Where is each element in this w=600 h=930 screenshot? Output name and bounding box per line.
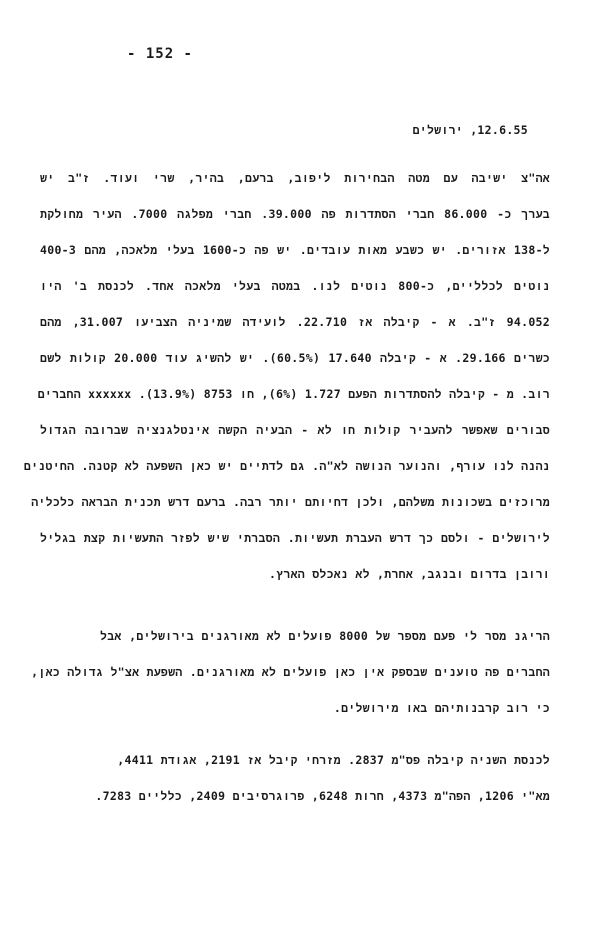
paragraph-1-line-1: אה"צ ישיבה עם מטה הבחירות ליפוב, ברעם, בהיר, שרי ועוד. ז"ב יש (40, 171, 550, 185)
paragraph-1-line-3: ל-138 אזורים. יש כשבע מאות עובדים. יש פה כ-1600 בעלי מלאכה, מהם 400-3 (40, 243, 551, 257)
paragraph-3-line-2: מא"י 1206, הפה"מ 4373, חרות 6248, פרוגרסיבים 2409, כלליים 7283. (95, 789, 550, 803)
paragraph-1-line-10: מרוכזים בשכונות משלהם, ולכן דחיותם יותר רבה. ברעם דרש תכנית הבראה כלכליה (31, 495, 550, 509)
paragraph-1-line-4: נוטים לכלליים, כ-800 נוטים לנו. במטה בעלי מלאכה אחד. לכנסת ב' היו (40, 279, 550, 293)
paragraph-1-line-8: סבורים שאפשר להעביר קולות חו לא - הבעיה הקשה אינטלגנציה שברובה הגדול (40, 423, 550, 437)
paragraph-1-line-9: נהנה לנו עורף, והנוער הנושה לא"ה. גם לדתיים יש כאן השפעה לא קטנה. החיטנים (23, 459, 550, 473)
paragraph-2-line-1: הריגנ מסר לי פעם מספר של 8000 פועלים לא מאורגנים בירושלים, אבל (100, 629, 550, 643)
paragraph-1-line-6: כשרים 29.166. א - קיבלה 17.640 (60.5%). יש להשיג עוד 20.000 קולות לשם (40, 351, 550, 365)
paragraph-1-line-12: ורובן בדרום ובנגב, אחרת, לא נאכלס הארץ. (268, 567, 550, 581)
page-number: - 152 - (126, 46, 193, 62)
paragraph-1-line-5: 94.052 ז"ב. א - קיבלה אז 22.710. לועידה שמיניה הצביעו 31.007, מהם (40, 315, 550, 329)
paragraph-2-line-2: החברים פה טוענים שבספק אין כאן פועלים לא מאורגנים. השפעת אצ"ל גדולה כאן, (31, 665, 550, 679)
dateline: 12.6.55, ירושלים (412, 123, 528, 137)
paragraph-1-line-2: בערך כ- 86.000 חברי הסתדרות פה 39.000. חברי מפלגה 7000. העיר מחולקת (40, 207, 550, 221)
paragraph-3-line-1: לכנסת השניה קיבלה פס"מ 2837. מזרחי קיבל אז 2191, אגודת 4411, (117, 753, 550, 767)
paragraph-2-line-3: כי רוב קרבנותיהם באו מירושלים. (333, 701, 550, 715)
paragraph-1-line-11: לירושלים - ולסם כך דרש העברת תעשיות. הסברתי שיש לפזר התעשיות קצת בגליל (40, 531, 550, 545)
paragraph-1-line-7: רוב. מ - קיבלה להסתדרות הפעם 1.727 (6%), חו 8753 (13.9%). xxxxxx החברים (37, 387, 550, 401)
